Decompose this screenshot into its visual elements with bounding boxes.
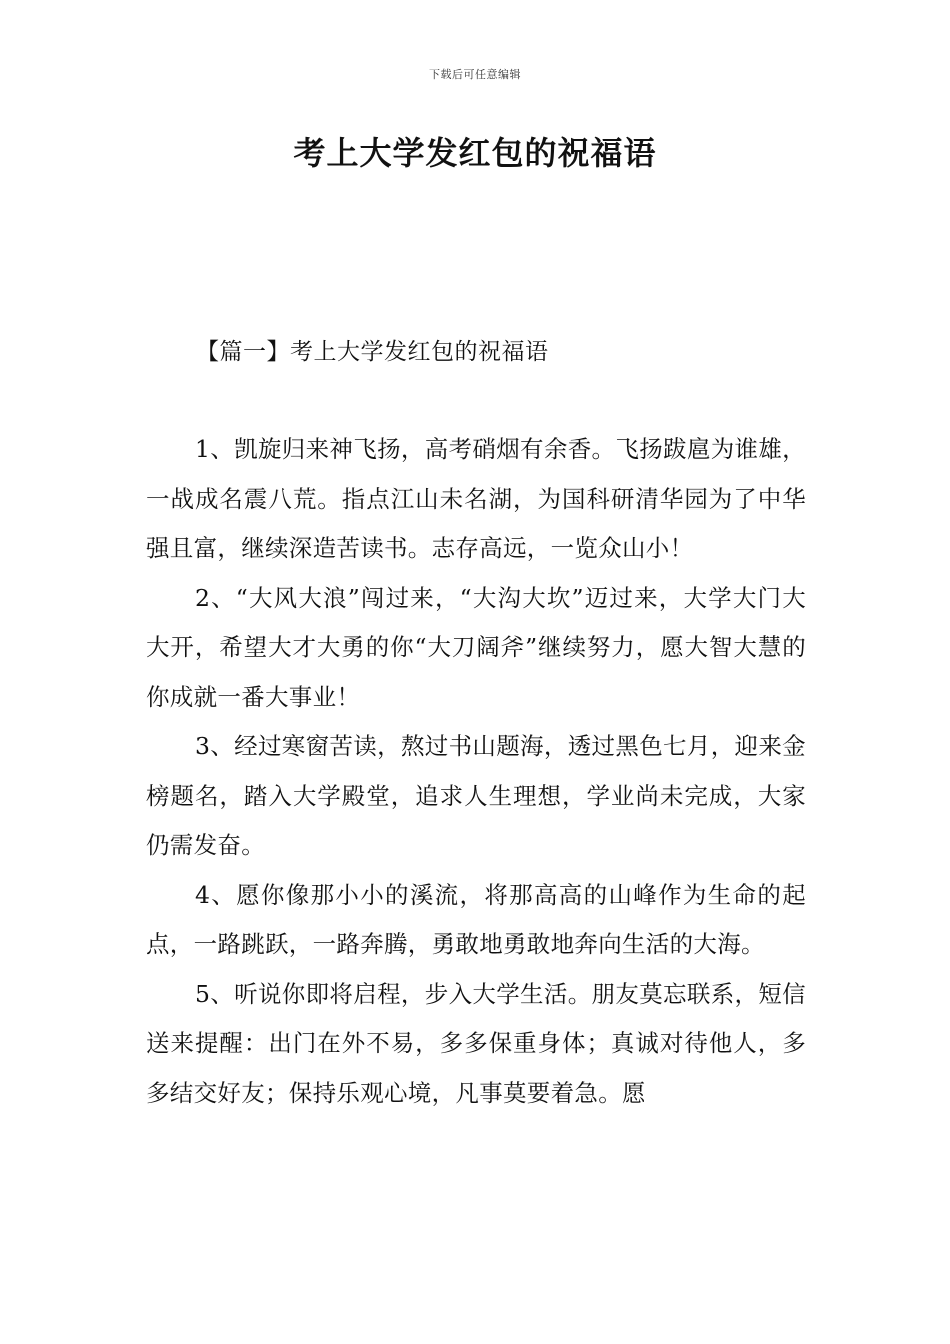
document-title: 考上大学发红包的祝福语 <box>293 134 657 172</box>
header-note: 下载后可任意编辑 <box>429 68 521 81</box>
paragraph-5: 5、听说你即将启程，步入大学生活。朋友莫忘联系，短信送来提醒：出门在外不易，多多保重身体；真诚对待他人，多多结交好友；保持乐观心境，凡事莫要着急。愿 <box>146 979 806 1107</box>
paragraph-1: 1、凯旋归来神飞扬，高考硝烟有余香。飞扬跋扈为谁雄，一战成名震八荒。指点江山未名湖，为国科研清华园为了中华强且富，继续深造苦读书。志存高远，一览众山小！ <box>146 435 806 562</box>
paragraph-3: 3、经过寒窗苦读，熬过书山题海，透过黑色七月，迎来金榜题名，踏入大学殿堂，追求人生理想，学业尚未完成，大家仍需发奋。 <box>146 732 806 859</box>
section-heading: 【篇一】考上大学发红包的祝福语 <box>196 339 549 365</box>
paragraph-4: 4、愿你像那小小的溪流，将那高高的山峰作为生命的起点，一路跳跃，一路奔腾，勇敢地勇敢地奔向生活的大海。 <box>146 880 806 958</box>
paragraph-2: 2、“大风大浪”闯过来，“大沟大坎”迈过来，大学大门大大开，希望大才大勇的你“大刀阔斧”继续努力，愿大智大慧的你成就一番大事业！ <box>146 583 806 711</box>
document-body <box>146 425 806 1118</box>
